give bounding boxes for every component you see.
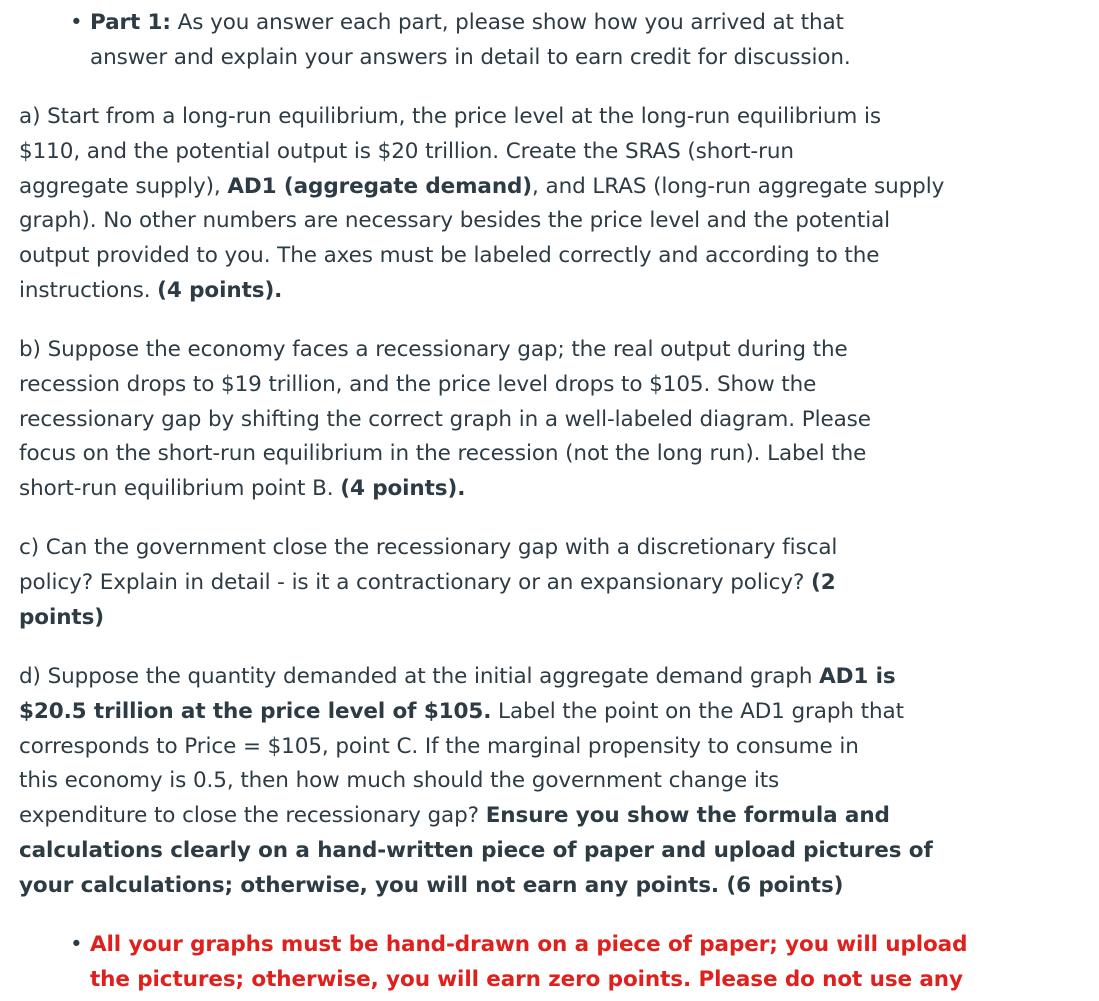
graphs-note-bullet-item	[70, 928, 968, 998]
part1-line-1: Part 1: As you answer each part, please show how you arrived at that	[90, 10, 844, 35]
bullet-icon: •	[70, 932, 83, 957]
part1-bullet-item	[70, 6, 900, 76]
part1-line-2: answer and explain your answers in detail to earn credit for discussion.	[90, 44, 851, 70]
question-a: a) Start from a long-run equilibrium, the price level at the long-run equilibrium is $110, and the potential output is $20 trillion. Create the SRAS (short-run aggregate supply), AD1 (aggregate demand), and LRAS (long-run aggregate supply graph). No other numbers are necessary besides the price level and the potential output provided to you. The axes must be labeled correctly and according to the instructions. (4 points).	[19, 104, 945, 303]
note-line-1: All your graphs must be hand-drawn on a piece of paper; you will upload	[90, 932, 968, 957]
question-c: c) Can the government close the recessionary gap with a discretionary fiscal policy? Explain in detail - is it a contractionary or an expansionary policy? (2 points)	[19, 535, 838, 630]
part1-label: Part 1:	[90, 10, 171, 35]
note-line-2: the pictures; otherwise, you will earn zero points. Please do not use any	[90, 966, 963, 992]
bullet-icon: •	[70, 10, 83, 35]
question-b: b) Suppose the economy faces a recessionary gap; the real output during the recession drops to $19 trillion, and the price level drops to $105. Show the recessionary gap by shifting the correct graph in a well-labeled diagram. Please focus on the short-run equilibrium in the recession (not the long run). Label the short-run equilibrium point B. (4 points).	[19, 337, 871, 502]
question-d: d) Suppose the quantity demanded at the initial aggregate demand graph AD1 is $20.5 trillion at the price level of $105. Label the point on the AD1 graph that corresponds to Price = $105, point C. If the marginal propensity to consume in this economy is 0.5, then how much should the government change its expenditure to close the recessionary gap? Ensure you show the formula and calculations clearly on a hand-written piece of paper and upload pictures of your calculations; otherwise, you will not earn any points. (6 points)	[19, 664, 933, 898]
